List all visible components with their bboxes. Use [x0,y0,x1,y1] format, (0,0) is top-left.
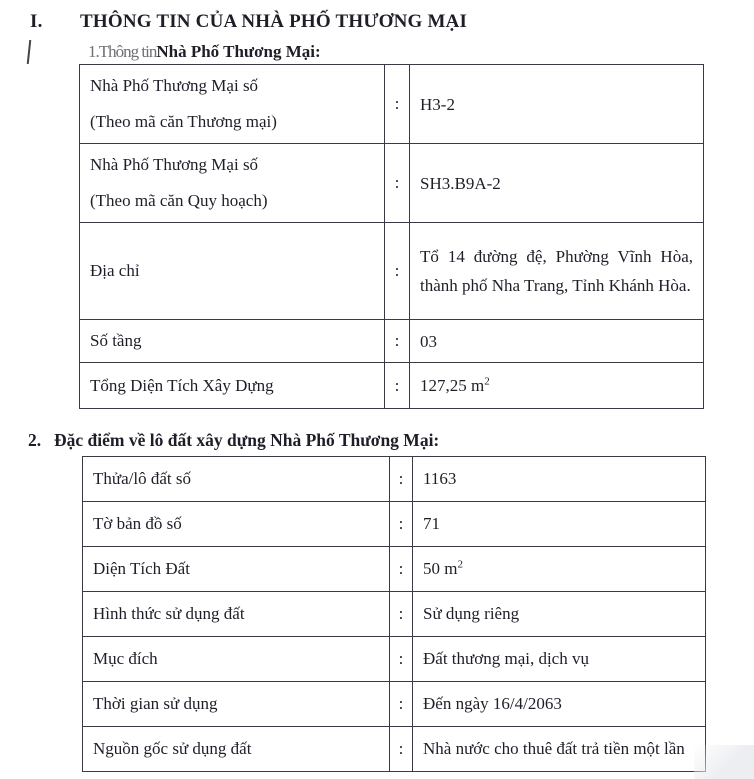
section-1-heading [30,11,467,33]
table-row [83,547,706,592]
row-value [413,547,706,592]
row-colon: : [390,727,413,772]
row-label [80,65,385,144]
section-1-title: THÔNG TIN CỦA NHÀ PHỐ THƯƠNG MẠI [80,11,468,32]
row-label: Tờ bản đồ số [83,502,390,547]
label-line-2: (Theo mã căn Quy hoạch) [90,191,268,210]
row-value: SH3.B9A-2 [410,144,704,223]
value-text: 50 m [423,559,458,578]
row-label: Tổng Diện Tích Xây Dựng [80,363,385,409]
table-row [83,592,706,637]
row-label: Diện Tích Đất [83,547,390,592]
row-value: Sử dụng riêng [413,592,706,637]
row-colon: : [385,223,410,320]
row-colon: : [385,144,410,223]
section-1-number: I. [30,11,43,32]
table-row [80,363,704,409]
unit-superscript: 2 [457,558,463,571]
row-value: H3-2 [410,65,704,144]
row-value: 03 [410,320,704,363]
table-row [83,457,706,502]
table-row [80,223,704,320]
row-colon: : [390,592,413,637]
label-line-2: (Theo mã căn Thương mại) [90,112,277,131]
table-row [83,502,706,547]
corner-scan-artifact [694,745,754,779]
table-row [80,320,704,363]
row-label [80,144,385,223]
row-value: Nhà nước cho thuê đất trả tiền một lần [413,727,706,772]
row-value: 1163 [413,457,706,502]
row-label: Thời gian sử dụng [83,682,390,727]
row-value: Đất thương mại, dịch vụ [413,637,706,682]
label-line-1: Nhà Phố Thương Mại số [90,155,259,174]
subsection-1-heading [88,42,321,62]
value-text: 127,25 m [420,376,485,395]
row-colon: : [390,682,413,727]
unit-superscript: 2 [484,375,490,388]
table-row [83,727,706,772]
row-value: 71 [413,502,706,547]
subsection-1-title: Nhà Phố Thương Mại: [156,42,321,61]
row-label: Địa chỉ [80,223,385,320]
table-row [83,637,706,682]
row-value: Tổ 14 đường đệ, Phường Vĩnh Hòa, thành phố Nha Trang, Tỉnh Khánh Hòa. [410,223,704,320]
row-colon: : [390,547,413,592]
row-label: Số tầng [80,320,385,363]
table-row [80,65,704,144]
row-label: Hình thức sử dụng đất [83,592,390,637]
row-colon: : [385,320,410,363]
handwritten-pen-mark [27,40,31,64]
row-colon: : [385,65,410,144]
row-label: Nguồn gốc sử dụng đất [83,727,390,772]
label-line-1: Nhà Phố Thương Mại số [90,76,259,95]
row-label: Thửa/lô đất số [83,457,390,502]
section-2-title: Đặc điểm về lô đất xây dựng Nhà Phố Thương Mại: [54,430,440,450]
row-value: Đến ngày 16/4/2063 [413,682,706,727]
table-row [80,144,704,223]
section-2-number: 2. [28,430,42,450]
row-colon: : [390,502,413,547]
row-value [410,363,704,409]
table-row [83,682,706,727]
row-colon: : [385,363,410,409]
row-colon: : [390,637,413,682]
row-colon: : [390,457,413,502]
land-plot-table [82,456,706,772]
row-label: Mục đích [83,637,390,682]
townhouse-info-table [79,64,704,409]
subsection-1-prefix: 1.Thông tin [88,42,157,61]
section-2-heading [28,430,439,451]
